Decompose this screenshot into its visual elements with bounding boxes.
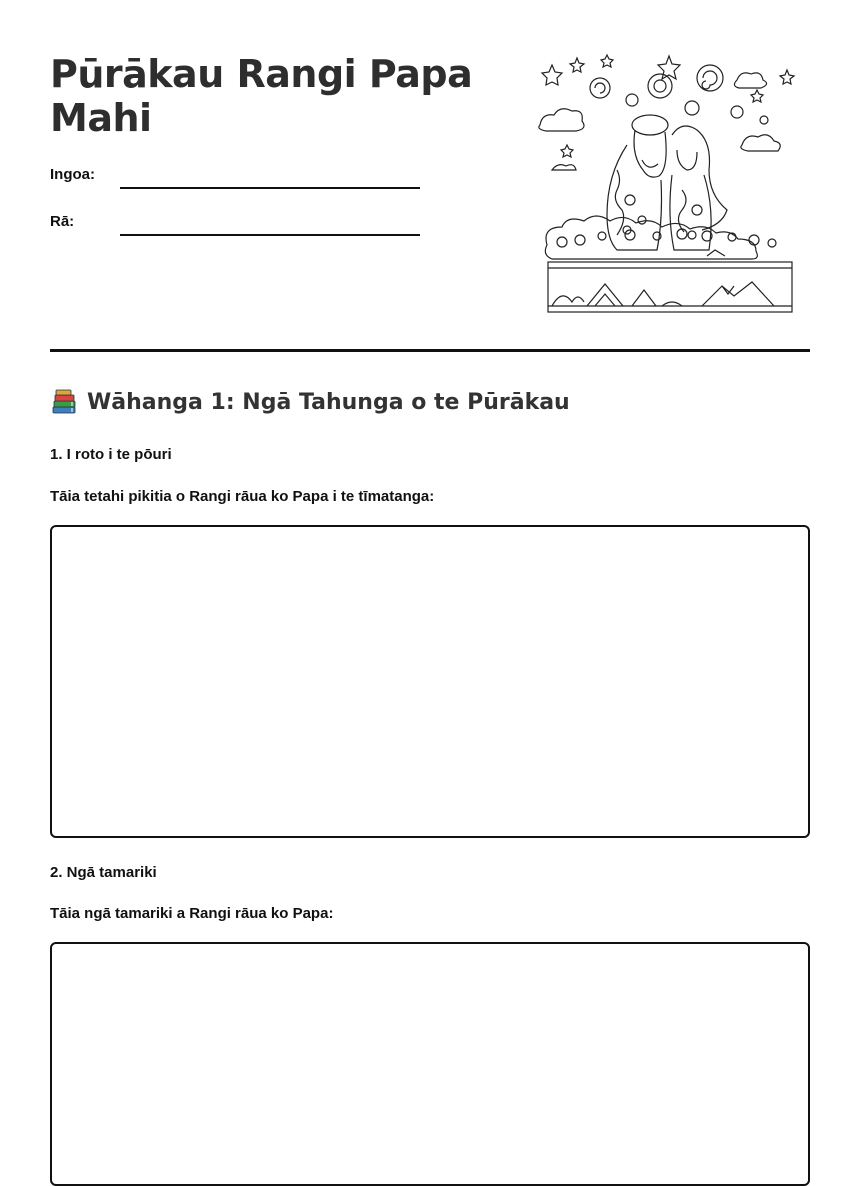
name-field-line[interactable] (120, 187, 420, 189)
figure-rangi (607, 115, 668, 250)
question-1-prompt: Tāia tetahi pikitia o Rangi rāua ko Papa i te tīmatanga: (50, 488, 435, 505)
date-field-line[interactable] (120, 234, 420, 236)
drawing-area-1[interactable] (50, 525, 810, 838)
drawing-area-2[interactable] (50, 942, 810, 1186)
page-title: Pūrākau Rangi Papa Mahi (50, 52, 473, 140)
section-heading-text: Wāhanga 1: Ngā Tahunga o te Pūrākau (87, 389, 570, 415)
books-icon (50, 388, 78, 416)
section-heading (50, 388, 570, 416)
date-label: Rā: (50, 213, 75, 230)
star-icon (542, 55, 794, 157)
rangi-papa-illustration (532, 50, 802, 318)
question-2-title: 2. Ngā tamariki (50, 864, 157, 881)
question-2-prompt: Tāia ngā tamariki a Rangi rāua ko Papa: (50, 905, 334, 922)
name-label: Ingoa: (50, 166, 95, 183)
figure-papa (670, 126, 727, 250)
header-divider (50, 349, 810, 352)
question-1-title: 1. I roto i te pōuri (50, 446, 172, 463)
